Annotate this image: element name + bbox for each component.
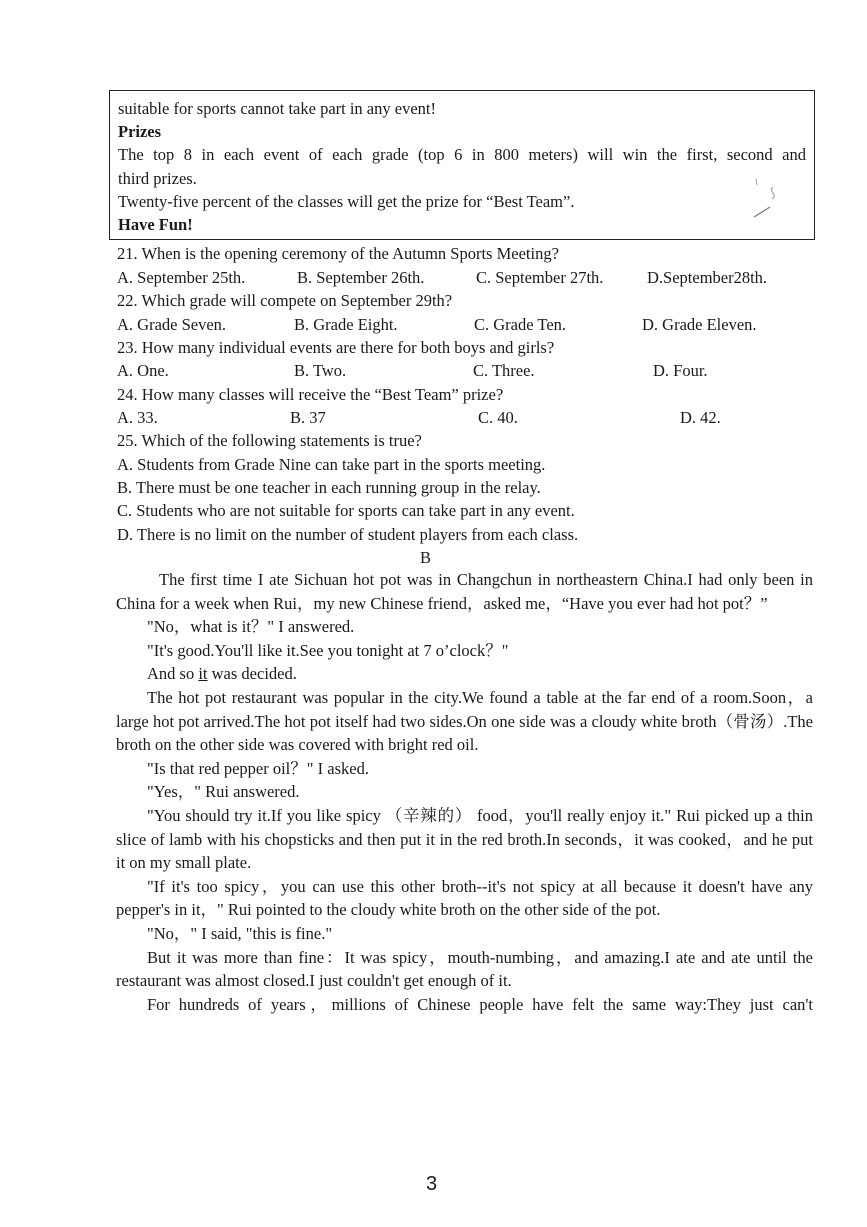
option-c: C. Grade Ten. [474,315,567,334]
paragraph: For hundreds of years，millions of Chinese people have felt the same way:They just can't [147,994,813,1014]
option-c: C. September 27th. [476,268,604,287]
question-stem: 22. Which grade will compete on September 29th? [117,291,453,310]
paragraph [116,662,813,686]
option-d: D. There is no limit on the number of student players from each class. [117,525,579,544]
option-a: A. Grade Seven. [117,315,227,334]
prizes-text-line-1: The top 8 in each event of each grade (top 6 in 800 meters) will win the first, second and [118,145,806,165]
page-number: 3 [426,1173,438,1195]
option-d: D. 42. [680,408,721,427]
option-c: C. 40. [478,408,518,427]
option-b: B. Two. [294,361,347,380]
question-stem: 23. How many individual events are there for both boys and girls? [117,338,555,357]
option-c: C. Three. [473,361,535,380]
paragraph-text: was decided. [207,664,297,684]
option-b: B. Grade Eight. [294,315,398,334]
paragraph: "Is that red pepper oil？" I asked. [147,758,369,778]
option-a: A. One. [117,361,169,380]
option-b: B. There must be one teacher in each running group in the relay. [117,478,541,497]
paragraph: "If it's too spicy，you can use this other broth--it's not spicy at all because it doesn't have any pepper's in it，" Rui pointed to the cloudy white broth on the other side of the pot. [116,876,813,920]
underlined-word: it [198,664,208,684]
paragraph: "No，what is it？" I answered. [147,617,355,637]
section-letter: B [420,548,432,567]
paragraph: "No，" I said, "this is fine." [147,923,333,943]
paragraph: The first time I ate Sichuan hot pot was in Changchun in northeastern China.I had only been in China for a week when Rui，my new Chinese friend，asked me，“Have you ever had hot pot？” [116,570,813,613]
prizes-text-line-3: Twenty-five percent of the classes will get the prize for “Best Team”. [118,191,575,211]
closing-text: Have Fun! [118,215,193,235]
question-stem: 25. Which of the following statements is true? [117,431,422,450]
paragraph: The hot pot restaurant was popular in the city.We found a table at the far end of a room.Soon，a large hot pot arrived.The hot pot itself had two sides.On one side was a cloudy white broth（骨汤）.The broth on the other side was covered with bright red oil. [116,687,813,755]
prizes-heading: Prizes [118,122,162,142]
option-b: B. 37 [290,408,326,427]
option-c: C. Students who are not suitable for sports can take part in any event. [117,501,575,520]
option-d: D.September28th. [647,268,768,287]
pencil-mark-icon [750,177,800,227]
option-d: D. Four. [653,361,708,380]
option-a: A. September 25th. [117,268,246,287]
prizes-text-line-2: third prizes. [118,168,197,188]
question-stem: 24. How many classes will receive the “Best Team” prize? [117,385,504,404]
paragraph: "Yes，" Rui answered. [147,782,300,802]
notice-box [109,90,815,240]
option-d: D. Grade Eleven. [642,315,757,334]
option-a: A. 33. [117,408,158,427]
paragraph: But it was more than fine：It was spicy，mouth-numbing，and amazing.I ate and ate until the restaurant was almost closed.I just couldn't get enough of it. [116,947,813,991]
question-stem: 21. When is the opening ceremony of the Autumn Sports Meeting? [117,244,559,263]
option-a: A. Students from Grade Nine can take part in the sports meeting. [117,455,546,474]
paragraph: "It's good.You'll like it.See you tonight at 7 o’clock？" [147,640,509,660]
reading-passage [116,568,813,1016]
option-b: B. September 26th. [297,268,425,287]
paragraph: "You should try it.If you like spicy （辛辣的） food，you'll really enjoy it." Rui picked up a thin slice of lamb with his chopsticks and then put it in the red broth.In seconds，it was cooked，and he put it on my small plate. [116,805,813,873]
paragraph-text: And so [147,664,199,684]
notice-line: suitable for sports cannot take part in any event! [118,99,436,118]
